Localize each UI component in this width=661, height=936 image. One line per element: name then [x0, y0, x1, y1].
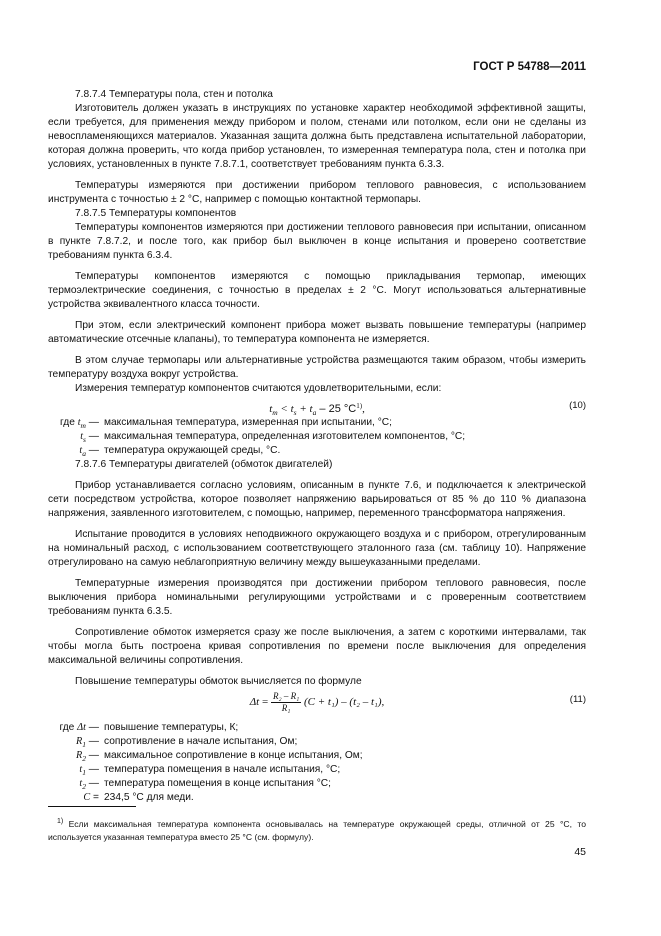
- formula-subscript: m: [272, 408, 278, 417]
- where-item: C = 234,5 °С для меди.: [83, 792, 194, 803]
- page-number: 45: [574, 846, 586, 858]
- paragraph: При этом, если электрический компонент прибора может вызвать повышение температуры (например автоматические отсечные клапаны), то температура компонента не измеряется.: [48, 320, 586, 345]
- formula-11-expression: [48, 691, 586, 714]
- formula-tail: (C + t₁) – (t₂ – t₁),: [301, 696, 385, 709]
- formula-operator: <: [277, 403, 291, 415]
- document-header: ГОСТ Р 54788—2011: [473, 61, 586, 73]
- where-item: где Δt — повышение температуры, К;: [59, 722, 239, 733]
- where-item: $R_2$ — максимальное сопротивление в конце испытания, Ом;: [75, 750, 363, 763]
- section-heading-7875: 7.8.7.5 Температуры компонентов: [75, 208, 237, 219]
- paragraph: В этом случае термопары или альтернативные устройства размещаются таким образом, чтобы измерить температуру воздуха вокруг устройства.: [48, 355, 586, 380]
- footnote-text: Если максимальная температура компонента основывалась на температуре окружающей среды, отличной от 25 °С, то используется указанная температура вместо 25 °С (см. формулу).: [48, 819, 586, 842]
- formula-number: (11): [569, 694, 586, 705]
- paragraph: Измерения температур компонентов считаются удовлетворительными, если:: [75, 383, 442, 394]
- where-list-11: [48, 721, 586, 805]
- formula-symbol: t: [269, 403, 273, 415]
- where-item: $t_2$ — температура помещения в конце испытания °С;: [79, 778, 331, 791]
- paragraph: Температуры компонентов измеряются с помощью прикладывания термопар, имеющих термоэлектрические соединения, с точностью в пределах ± 2 °С. Могут использоваться альтернативные устройства эквивалентного класса точности.: [48, 271, 586, 310]
- paragraph: Температуры компонентов измеряются при достижении теплового равновесия при испытании, описанном в пункте 7.8.7.2, и после того, как прибор был выключен в конце испытания и проверено соответствие требованиям пункта 6.3.4.: [48, 222, 586, 261]
- footnote-ref: 1): [356, 402, 363, 410]
- page-body: [48, 88, 586, 805]
- formula-symbol: t: [290, 403, 294, 415]
- where-item: $t_a$ — температура окружающей среды, °С.: [79, 445, 281, 458]
- paragraph: Испытание проводится в условиях неподвижного окружающего воздуха и с прибором, отрегулированным на номинальный расход, с использованием соответствующего эталонного газа (см. таблицу 10). Напряжение отрегулировано на самую неблагоприятную величину между вышеуказанными пределами.: [48, 529, 586, 568]
- formula-symbol: Δt: [249, 696, 260, 709]
- section-heading-7876: 7.8.7.6 Температуры двигателей (обмоток двигателей): [75, 459, 333, 470]
- where-item: $t_1$ — температура помещения в начале испытания, °С;: [79, 764, 341, 777]
- formula-subscript: s: [293, 408, 297, 417]
- paragraph: Повышение температуры обмоток вычисляется по формуле: [75, 676, 362, 687]
- paragraph: Прибор устанавливается согласно условиям, описанным в пункте 7.6, и подключается к электрической сети посредством устройства, которое позволяет напряжению варьироваться от 85 % до 110 % диапазона напряжения, заявленного изготовителем, с помощью, например, переменного трансформатора напряжения.: [48, 480, 586, 519]
- section-heading-7874: 7.8.7.4 Температуры пола, стен и потолка: [75, 89, 273, 100]
- where-item: $R_1$ — сопротивление в начале испытания, Ом;: [75, 736, 298, 749]
- formula-number: (10): [569, 400, 586, 411]
- paragraph: Изготовитель должен указать в инструкциях по установке характер необходимой эффективной защиты, если требуется, для применения между прибором и полом, стенами или потолком, если они не сделаны из невоспламеняющихся материалов. Указанная защита должна быть представлена испытательной лаборатории, которая должна проверить, что когда прибор установлен, то измеренная температура пола, стен и потолка при условиях, установленных в пункте 7.8.7.1, соответствует требованиям пункта 6.3.3.: [48, 103, 586, 170]
- formula-symbol: t: [309, 403, 313, 415]
- footnote: [48, 815, 586, 844]
- fraction-denominator: R₁: [281, 703, 291, 713]
- formula-punct: ,: [362, 403, 365, 415]
- formula-constant: – 25 °С: [316, 403, 357, 415]
- formula-fraction: [271, 691, 301, 714]
- where-item: $t_s$ — максимальная температура, определенная изготовителем компонентов, °С;: [80, 431, 466, 444]
- where-list-10: [48, 416, 586, 458]
- fraction-numerator: R₂ – R₁: [272, 691, 300, 701]
- formula-subscript: a: [312, 408, 317, 417]
- formula-operator: +: [296, 403, 310, 415]
- paragraph: Сопротивление обмоток измеряется сразу же после выключения, а затем с короткими интервалами, так чтобы могла быть построена кривая сопротивления по времени после выключения для определения максимальной величины сопротивления.: [48, 627, 586, 666]
- paragraph: Температуры измеряются при достижении прибором теплового равновесия, с использованием инструмента с точностью ± 2 °С, например с помощью контактной термопары.: [48, 180, 586, 205]
- footnote-marker: 1): [57, 818, 64, 825]
- formula-11: [48, 689, 586, 721]
- paragraph: Температурные измерения производятся при достижении прибором теплового равновесия, после выключения прибора номинальными регулирующими устройствами и с проверенным соответствием требованиям пункта 6.3.5.: [48, 578, 586, 617]
- where-item: где $t_m$ — максимальная температура, измеренная при испытании, °С;: [60, 417, 392, 430]
- formula-10: [48, 396, 586, 416]
- formula-operator: =: [259, 696, 271, 709]
- footnote-divider: [48, 806, 136, 807]
